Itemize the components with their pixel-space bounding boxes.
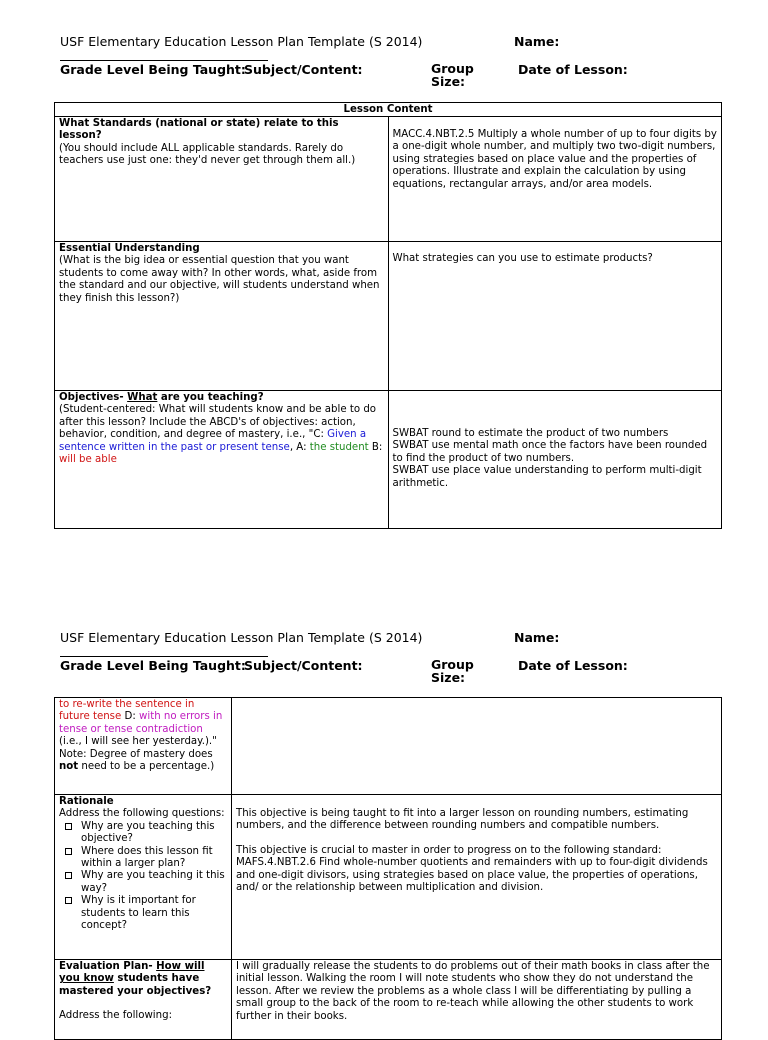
grade-level-label: Grade Level Being Taught: bbox=[60, 658, 246, 673]
group-size-label: Group Size: bbox=[431, 61, 474, 89]
rationale-row bbox=[55, 795, 722, 960]
evaluation-title-post: students have mastered your objectives? bbox=[59, 973, 212, 997]
evaluation-title-how: How will you know bbox=[59, 961, 205, 985]
header-rule bbox=[60, 656, 268, 657]
checkbox-icon bbox=[65, 823, 72, 830]
essential-title: Essential Understanding bbox=[59, 243, 200, 254]
lesson-content-heading: Lesson Content bbox=[55, 103, 722, 117]
grade-level-label: Grade Level Being Taught: bbox=[60, 62, 246, 77]
objectives-d-label: D: bbox=[121, 711, 140, 723]
rationale-question-text: Why are you teaching this objective? bbox=[81, 820, 215, 845]
checkbox-icon bbox=[65, 872, 72, 879]
objectives-degree: with no errors in tense or tense contradiction bbox=[59, 711, 223, 735]
evaluation-title-pre: Evaluation Plan- bbox=[59, 961, 157, 972]
essential-label-cell bbox=[55, 242, 389, 391]
template-title: USF Elementary Education Lesson Plan Template (S 2014) bbox=[60, 34, 423, 49]
objective-line-2: SWBAT use mental math once the factors have been rounded to find the product of two numbers. bbox=[392, 440, 708, 464]
objectives-answer-cell bbox=[388, 391, 722, 529]
rationale-question bbox=[63, 870, 227, 895]
evaluation-answer: I will gradually release the students to do problems out of their math books in class after the initial lesson. Walking the room I will note students who show they do not understand the lesson. After we review the problems as a whole class I will be differentiating by pulling a small group to the back of the room to re-teach while allowing the other students to work further in their books. bbox=[236, 961, 710, 1022]
evaluation-answer-cell bbox=[232, 960, 722, 1040]
essential-prompt: (What is the big idea or essential question that you want students to come away with? In other words, what, aside from the standard and our objective, will students understand when they finish this lesson?) bbox=[59, 255, 380, 304]
evaluation-plan-row bbox=[55, 960, 722, 1040]
header-rule bbox=[60, 60, 268, 61]
objectives-audience: the student bbox=[309, 441, 369, 453]
objective-line-1: SWBAT round to estimate the product of two numbers bbox=[392, 428, 669, 439]
rationale-intro: Address the following questions: bbox=[59, 808, 225, 820]
rationale-question bbox=[63, 895, 227, 932]
standards-title: What Standards (national or state) relate to this lesson? bbox=[59, 118, 339, 142]
lesson-content-table-continued bbox=[54, 697, 722, 1040]
objectives-note-not: not bbox=[59, 761, 79, 773]
objectives-note-pre: Note: Degree of mastery does bbox=[59, 748, 213, 760]
rationale-question-text: Where does this lesson fit within a larger plan? bbox=[81, 845, 213, 870]
name-label: Name: bbox=[514, 34, 560, 49]
objectives-continued-row bbox=[55, 698, 722, 795]
objective-line-3: SWBAT use place value understanding to perform multi-digit arithmetic. bbox=[392, 465, 702, 489]
objectives-title-post: are you teaching? bbox=[157, 392, 264, 403]
objectives-title-what: What bbox=[127, 392, 158, 403]
standards-label-cell bbox=[55, 117, 389, 242]
objectives-row bbox=[55, 391, 722, 529]
standards-prompt: (You should include ALL applicable standards. Rarely do teachers use just one: they'd never get through them all.) bbox=[59, 142, 356, 167]
objectives-note-post: need to be a percentage.) bbox=[78, 761, 215, 773]
objectives-example: (i.e., I will see her yesterday.)." bbox=[59, 736, 217, 748]
subject-label: Subject/Content: bbox=[244, 62, 363, 77]
objectives-behavior-continued: to re-write the sentence in future tense bbox=[59, 699, 195, 723]
rationale-label-cell bbox=[55, 795, 232, 960]
objectives-behavior: will be able bbox=[59, 454, 117, 466]
rationale-question-text: Why are you teaching it this way? bbox=[81, 870, 225, 894]
objectives-label-cell bbox=[55, 391, 389, 529]
rationale-answer-p1: This objective is being taught to fit into a larger lesson on rounding numbers, estimating numbers, and the difference between rounding numbers and compatible numbers. bbox=[236, 808, 689, 832]
essential-answer-cell bbox=[388, 242, 722, 391]
checkbox-icon bbox=[65, 897, 72, 904]
objectives-continued-answer-cell bbox=[232, 698, 722, 795]
date-of-lesson-label: Date of Lesson: bbox=[518, 62, 628, 77]
standards-row bbox=[55, 117, 722, 242]
objectives-sep-a: , A: bbox=[289, 441, 310, 453]
lesson-content-table bbox=[54, 102, 722, 529]
paragraph-gap bbox=[59, 998, 227, 1010]
paragraph-gap bbox=[236, 833, 717, 845]
rationale-question-text: Why is it important for students to learn this concept? bbox=[81, 895, 196, 932]
rationale-question-list bbox=[59, 821, 227, 933]
group-size-label: Group Size: bbox=[431, 657, 474, 685]
subject-label: Subject/Content: bbox=[244, 658, 363, 673]
standards-answer-cell bbox=[388, 117, 722, 242]
essential-understanding-row bbox=[55, 242, 722, 391]
objectives-prompt: (Student-centered: What will students know and be able to do after this lesson? Include the ABCD's of objectives: action, behavior, condition, and degree of mastery, i.e., "C: bbox=[59, 404, 377, 441]
standards-answer: MACC.4.NBT.2.5 Multiply a whole number of up to four digits by a one-digit whole number, and multiply two two-digit numbers, using strategies based on place value and the properties of operations. Illustrate and explain the calculation by using equations, rectangular arrays, and/or area models. bbox=[392, 129, 717, 190]
objectives-sep-b: B: bbox=[368, 441, 383, 453]
page-2 bbox=[0, 596, 768, 1024]
template-title: USF Elementary Education Lesson Plan Template (S 2014) bbox=[60, 630, 423, 645]
evaluation-label-cell bbox=[55, 960, 232, 1040]
objectives-answer bbox=[393, 428, 718, 490]
rationale-title: Rationale bbox=[59, 796, 114, 807]
essential-answer: What strategies can you use to estimate products? bbox=[392, 253, 653, 264]
objectives-condition: Given a sentence written in the past or present tense bbox=[59, 429, 367, 453]
rationale-answer-p2: This objective is crucial to master in order to progress on to the following standard: MAFS.4.NBT.2.6 Find whole-number quotients and remainders with up to four-digit dividends and one-digit divisors, using strategies based on place value, the properties of operations, and/ or the relationship between multiplication and division. bbox=[236, 844, 708, 894]
rationale-question bbox=[63, 846, 227, 871]
evaluation-address: Address the following: bbox=[59, 1010, 172, 1022]
checkbox-icon bbox=[65, 848, 72, 855]
date-of-lesson-label: Date of Lesson: bbox=[518, 658, 628, 673]
objectives-continued-cell bbox=[55, 698, 232, 795]
objectives-title-pre: Objectives- bbox=[59, 392, 128, 403]
name-label: Name: bbox=[514, 630, 560, 645]
rationale-answer-cell bbox=[232, 795, 722, 960]
rationale-question bbox=[63, 821, 227, 846]
